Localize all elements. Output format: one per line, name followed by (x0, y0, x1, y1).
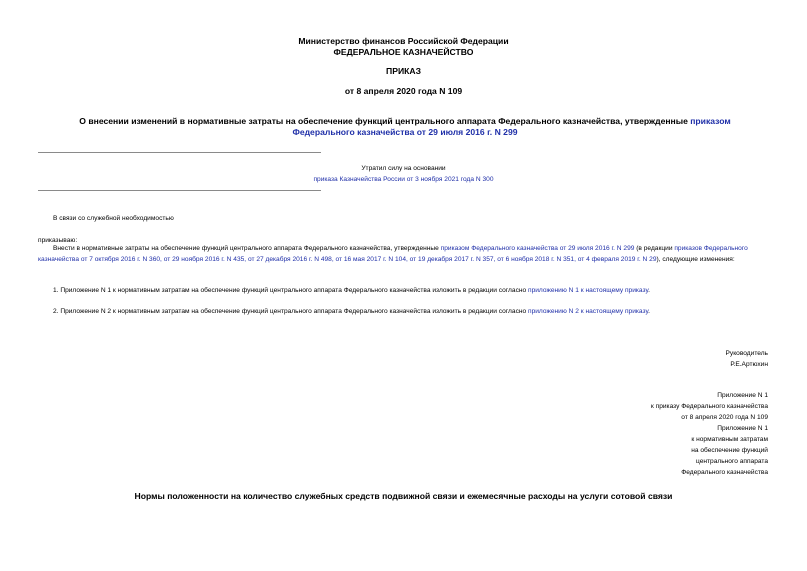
order-word: приказываю: (38, 237, 78, 244)
appendix-line: к приказу Федерального казначейства (650, 403, 768, 410)
intro-paragraph: В связи со служебной необходимостью (53, 215, 174, 222)
item-1-end: . (648, 287, 650, 294)
section-title: Нормы положенности на количество служебных средств подвижной связи и ежемесячные расходы на услуги сотовой связи (134, 491, 673, 501)
item-2 (53, 306, 783, 317)
item-2-end: . (648, 308, 650, 315)
title-link[interactable]: приказом Федерального казначейства от 29 июля 2016 г. N 299 (292, 116, 731, 137)
title-text: О внесении изменений в нормативные затраты на обеспечение функций центрального аппарата Федерального казначейства, утвержденные (79, 116, 691, 126)
status-link[interactable]: приказа Казначейства России от 3 ноября 2021 года N 300 (313, 176, 494, 183)
signature-name: Р.Е.Артюхин (730, 361, 768, 368)
ministry-heading: Министерство финансов Российской Федерации (298, 36, 509, 46)
item-2-text: 2. Приложение N 2 к нормативным затратам на обеспечение функций центрального аппарата Федерального казначейства изложить в редакции согласно (53, 308, 529, 315)
document-type: ПРИКАЗ (386, 66, 421, 76)
main-paragraph-text-2: (в редакции (634, 245, 675, 252)
main-paragraph (38, 243, 768, 265)
appendix-line: на обеспечение функций (691, 447, 768, 454)
status-bottom-rule (38, 190, 321, 191)
main-paragraph-text-3: ), следующие изменения: (656, 256, 735, 263)
document-date: от 8 апреля 2020 года N 109 (344, 86, 463, 96)
appendix-line: Приложение N 1 (717, 392, 768, 399)
item-1-text: 1. Приложение N 1 к нормативным затратам на обеспечение функций центрального аппарата Федерального казначейства изложить в редакции согласно (53, 287, 529, 294)
item-1-link[interactable]: приложению N 1 к настоящему приказу (528, 287, 649, 294)
agency-heading: ФЕДЕРАЛЬНОЕ КАЗНАЧЕЙСТВО (333, 47, 474, 57)
appendix-line: центрального аппарата (696, 458, 768, 465)
status-top-rule (38, 152, 321, 153)
status-text: Утратил силу на основании (361, 165, 446, 172)
main-paragraph-text-1: Внести в нормативные затраты на обеспечение функций центрального аппарата Федерального казначейства, утвержденные (53, 245, 441, 252)
appendix-line: Федерального казначейства (681, 469, 768, 476)
appendix-line: от 8 апреля 2020 года N 109 (681, 414, 768, 421)
signature-role: Руководитель (725, 350, 768, 357)
document-title (60, 116, 750, 138)
appendix-line: к нормативным затратам (691, 436, 768, 443)
main-paragraph-link-2[interactable]: приказов Федерального казначейства от 7 октября 2016 г. N 360, от 29 ноября 2016 г. N 435, от 27 декабря 2016 г. N 498, от 16 мая 2017 г. N 104, от 19 декабря 2017 г. N 357, от 6 ноября 2018 г. N 351, от 4 февраля 2019 г. N 29 (38, 245, 748, 263)
appendix-block (500, 390, 768, 478)
main-paragraph-link-1[interactable]: приказом Федерального казначейства от 29 июля 2016 г. N 299 (440, 245, 635, 252)
item-1 (53, 285, 783, 296)
appendix-line: Приложение N 1 (717, 425, 768, 432)
item-2-link[interactable]: приложению N 2 к настоящему приказу (528, 308, 649, 315)
